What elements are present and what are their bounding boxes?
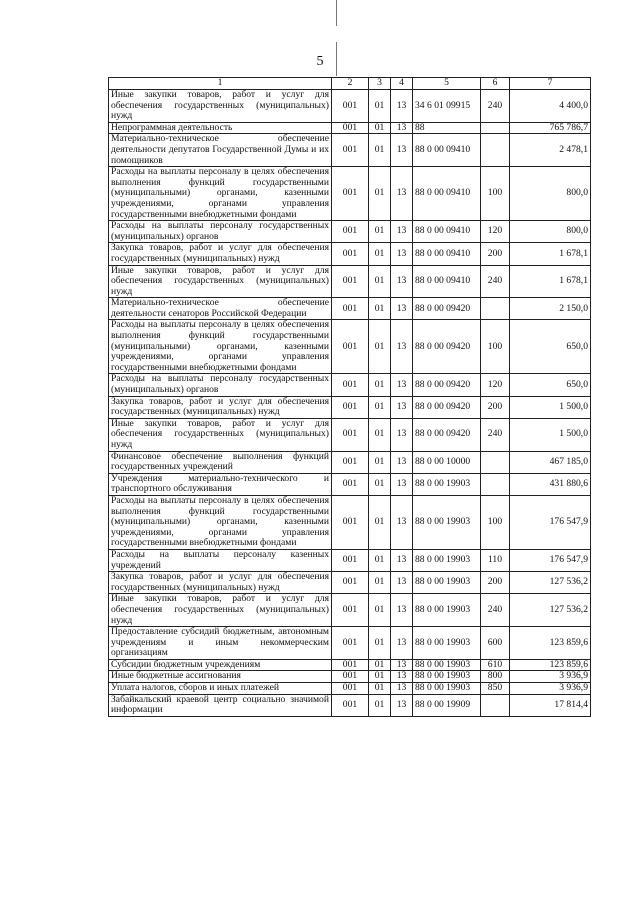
row-section: 01 xyxy=(369,265,391,298)
row-ved: 001 xyxy=(332,473,369,495)
budget-table xyxy=(108,77,591,717)
row-target-article: 34 6 01 09915 xyxy=(413,90,481,123)
row-name: Расходы на выплаты персоналу в целях обеспечения выполнения функций государственными (муниципальными) органами, казенными учреждениями, органами управления государственными внебюджетными фондами xyxy=(109,167,332,221)
row-name: Иные закупки товаров, работ и услуг для обеспечения государственных (муниципальных) нужд xyxy=(109,90,332,123)
row-subsection: 13 xyxy=(391,265,413,298)
row-target-article: 88 0 00 09410 xyxy=(413,243,481,265)
row-ved: 001 xyxy=(332,167,369,221)
row-amount: 2 478,1 xyxy=(510,134,591,167)
row-section: 01 xyxy=(369,694,391,716)
table-row xyxy=(109,167,591,221)
row-subsection: 13 xyxy=(391,298,413,320)
row-amount: 1 500,0 xyxy=(510,418,591,451)
row-section: 01 xyxy=(369,221,391,243)
table-row xyxy=(109,473,591,495)
row-ved: 001 xyxy=(332,549,369,571)
row-expense-type: 110 xyxy=(481,549,510,571)
row-name: Иные бюджетные ассигнования xyxy=(109,671,332,683)
row-expense-type xyxy=(481,298,510,320)
row-section: 01 xyxy=(369,572,391,594)
row-ved: 001 xyxy=(332,659,369,671)
table-row xyxy=(109,683,591,695)
row-ved: 001 xyxy=(332,572,369,594)
row-target-article: 88 0 00 19903 xyxy=(413,683,481,695)
row-section: 01 xyxy=(369,659,391,671)
row-name: Расходы на выплаты персоналу казенных учреждений xyxy=(109,549,332,571)
row-expense-type: 240 xyxy=(481,418,510,451)
scan-mark-top xyxy=(336,0,337,26)
row-section: 01 xyxy=(369,495,391,549)
row-name: Материально-техническое обеспечение деятельности сенаторов Российской Федерации xyxy=(109,298,332,320)
row-section: 01 xyxy=(369,396,391,418)
row-section: 01 xyxy=(369,671,391,683)
row-ved: 001 xyxy=(332,594,369,627)
row-section: 01 xyxy=(369,122,391,134)
header-col-1: 1 xyxy=(109,78,332,90)
row-ved: 001 xyxy=(332,134,369,167)
row-section: 01 xyxy=(369,243,391,265)
row-target-article: 88 0 00 19903 xyxy=(413,473,481,495)
row-name: Учреждения материально-технического и транспортного обслуживания xyxy=(109,473,332,495)
table-row xyxy=(109,671,591,683)
row-expense-type xyxy=(481,122,510,134)
row-expense-type: 610 xyxy=(481,659,510,671)
row-ved: 001 xyxy=(332,627,369,660)
row-target-article: 88 xyxy=(413,122,481,134)
table-row xyxy=(109,396,591,418)
table-row xyxy=(109,298,591,320)
row-amount: 127 536,2 xyxy=(510,572,591,594)
row-name: Субсидии бюджетным учреждениям xyxy=(109,659,332,671)
page-number: 5 xyxy=(316,54,324,69)
row-section: 01 xyxy=(369,320,391,374)
row-target-article: 88 0 00 19903 xyxy=(413,549,481,571)
row-ved: 001 xyxy=(332,221,369,243)
table-row xyxy=(109,659,591,671)
row-name: Иные закупки товаров, работ и услуг для обеспечения государственных (муниципальных) нужд xyxy=(109,265,332,298)
table-row xyxy=(109,320,591,374)
row-expense-type: 120 xyxy=(481,374,510,396)
row-amount: 800,0 xyxy=(510,221,591,243)
row-target-article: 88 0 00 09410 xyxy=(413,265,481,298)
row-expense-type: 200 xyxy=(481,396,510,418)
row-name: Предоставление субсидий бюджетным, автономным учреждениям и иным некоммерческим организациям xyxy=(109,627,332,660)
row-amount: 123 859,6 xyxy=(510,659,591,671)
row-name: Иные закупки товаров, работ и услуг для обеспечения государственных (муниципальных) нужд xyxy=(109,594,332,627)
row-ved: 001 xyxy=(332,298,369,320)
row-expense-type: 120 xyxy=(481,221,510,243)
row-section: 01 xyxy=(369,298,391,320)
row-section: 01 xyxy=(369,627,391,660)
row-expense-type xyxy=(481,134,510,167)
table-row xyxy=(109,122,591,134)
row-amount: 127 536,2 xyxy=(510,594,591,627)
table-row xyxy=(109,495,591,549)
table-row xyxy=(109,243,591,265)
row-expense-type: 240 xyxy=(481,594,510,627)
row-ved: 001 xyxy=(332,90,369,123)
table-body xyxy=(109,90,591,717)
row-name: Забайкальский краевой центр социально значимой информации xyxy=(109,694,332,716)
row-section: 01 xyxy=(369,451,391,473)
row-target-article: 88 0 00 09410 xyxy=(413,221,481,243)
row-target-article: 88 0 00 19903 xyxy=(413,627,481,660)
row-section: 01 xyxy=(369,90,391,123)
row-amount: 467 185,0 xyxy=(510,451,591,473)
table-row xyxy=(109,265,591,298)
table-row xyxy=(109,451,591,473)
row-name: Расходы на выплаты персоналу в целях обеспечения выполнения функций государственными (муниципальными) органами, казенными учреждениями, органами управления государственными внебюджетными фондами xyxy=(109,320,332,374)
table-row xyxy=(109,549,591,571)
header-col-7: 7 xyxy=(510,78,591,90)
row-ved: 001 xyxy=(332,451,369,473)
row-ved: 001 xyxy=(332,374,369,396)
row-subsection: 13 xyxy=(391,134,413,167)
row-amount: 1 678,1 xyxy=(510,243,591,265)
row-section: 01 xyxy=(369,594,391,627)
row-amount: 176 547,9 xyxy=(510,549,591,571)
row-expense-type: 100 xyxy=(481,320,510,374)
row-target-article: 88 0 00 09420 xyxy=(413,418,481,451)
row-section: 01 xyxy=(369,418,391,451)
row-amount: 3 936,9 xyxy=(510,683,591,695)
row-subsection: 13 xyxy=(391,694,413,716)
row-subsection: 13 xyxy=(391,659,413,671)
row-target-article: 88 0 00 19903 xyxy=(413,594,481,627)
row-expense-type: 850 xyxy=(481,683,510,695)
table-row xyxy=(109,221,591,243)
row-section: 01 xyxy=(369,549,391,571)
row-expense-type: 100 xyxy=(481,495,510,549)
row-amount: 2 150,0 xyxy=(510,298,591,320)
table-row xyxy=(109,374,591,396)
row-expense-type: 240 xyxy=(481,90,510,123)
row-expense-type xyxy=(481,694,510,716)
row-name: Иные закупки товаров, работ и услуг для обеспечения государственных (муниципальных) нужд xyxy=(109,418,332,451)
row-ved: 001 xyxy=(332,495,369,549)
row-subsection: 13 xyxy=(391,243,413,265)
row-amount: 17 814,4 xyxy=(510,694,591,716)
row-amount: 123 859,6 xyxy=(510,627,591,660)
row-subsection: 13 xyxy=(391,495,413,549)
table-row xyxy=(109,694,591,716)
row-expense-type xyxy=(481,473,510,495)
row-subsection: 13 xyxy=(391,418,413,451)
row-subsection: 13 xyxy=(391,572,413,594)
row-expense-type: 800 xyxy=(481,671,510,683)
row-ved: 001 xyxy=(332,122,369,134)
row-subsection: 13 xyxy=(391,627,413,660)
row-target-article: 88 0 00 19903 xyxy=(413,659,481,671)
row-target-article: 88 0 00 19903 xyxy=(413,671,481,683)
table-row xyxy=(109,627,591,660)
table-row xyxy=(109,134,591,167)
row-subsection: 13 xyxy=(391,90,413,123)
row-section: 01 xyxy=(369,683,391,695)
row-target-article: 88 0 00 09420 xyxy=(413,298,481,320)
row-amount: 431 880,6 xyxy=(510,473,591,495)
row-expense-type xyxy=(481,451,510,473)
row-expense-type: 240 xyxy=(481,265,510,298)
row-name: Материально-техническое обеспечение деятельности депутатов Государственной Думы и их помощников xyxy=(109,134,332,167)
row-amount: 1 678,1 xyxy=(510,265,591,298)
row-section: 01 xyxy=(369,167,391,221)
row-subsection: 13 xyxy=(391,396,413,418)
row-name: Расходы на выплаты персоналу государственных (муниципальных) органов xyxy=(109,374,332,396)
header-col-5: 5 xyxy=(413,78,481,90)
row-target-article: 88 0 00 09410 xyxy=(413,134,481,167)
table-header-row xyxy=(109,78,591,90)
row-amount: 650,0 xyxy=(510,320,591,374)
row-subsection: 13 xyxy=(391,221,413,243)
row-target-article: 88 0 00 09420 xyxy=(413,320,481,374)
row-target-article: 88 0 00 19909 xyxy=(413,694,481,716)
row-subsection: 13 xyxy=(391,451,413,473)
row-expense-type: 100 xyxy=(481,167,510,221)
row-target-article: 88 0 00 09420 xyxy=(413,396,481,418)
row-amount: 3 936,9 xyxy=(510,671,591,683)
row-target-article: 88 0 00 19903 xyxy=(413,572,481,594)
row-name: Закупка товаров, работ и услуг для обеспечения государственных (муниципальных) нужд xyxy=(109,243,332,265)
row-subsection: 13 xyxy=(391,671,413,683)
row-ved: 001 xyxy=(332,320,369,374)
row-amount: 1 500,0 xyxy=(510,396,591,418)
row-subsection: 13 xyxy=(391,549,413,571)
row-name: Закупка товаров, работ и услуг для обеспечения государственных (муниципальных) нужд xyxy=(109,396,332,418)
row-name: Непрограммная деятельность xyxy=(109,122,332,134)
row-ved: 001 xyxy=(332,243,369,265)
row-ved: 001 xyxy=(332,683,369,695)
row-subsection: 13 xyxy=(391,320,413,374)
row-ved: 001 xyxy=(332,671,369,683)
table-row xyxy=(109,418,591,451)
row-subsection: 13 xyxy=(391,594,413,627)
header-col-2: 2 xyxy=(332,78,369,90)
row-ved: 001 xyxy=(332,265,369,298)
row-subsection: 13 xyxy=(391,473,413,495)
row-target-article: 88 0 00 19903 xyxy=(413,495,481,549)
header-col-6: 6 xyxy=(481,78,510,90)
table-row xyxy=(109,572,591,594)
row-name: Расходы на выплаты персоналу государственных (муниципальных) органов xyxy=(109,221,332,243)
row-ved: 001 xyxy=(332,694,369,716)
row-amount: 800,0 xyxy=(510,167,591,221)
row-subsection: 13 xyxy=(391,374,413,396)
row-subsection: 13 xyxy=(391,167,413,221)
row-section: 01 xyxy=(369,473,391,495)
header-col-3: 3 xyxy=(369,78,391,90)
table-row xyxy=(109,594,591,627)
row-name: Закупка товаров, работ и услуг для обеспечения государственных (муниципальных) нужд xyxy=(109,572,332,594)
row-amount: 765 786,7 xyxy=(510,122,591,134)
table-row xyxy=(109,90,591,123)
row-ved: 001 xyxy=(332,396,369,418)
row-subsection: 13 xyxy=(391,122,413,134)
row-name: Расходы на выплаты персоналу в целях обеспечения выполнения функций государственными (муниципальными) органами, казенными учреждениями, органами управления государственными внебюджетными фондами xyxy=(109,495,332,549)
row-target-article: 88 0 00 09420 xyxy=(413,374,481,396)
row-section: 01 xyxy=(369,374,391,396)
row-ved: 001 xyxy=(332,418,369,451)
row-expense-type: 200 xyxy=(481,243,510,265)
row-amount: 4 400,0 xyxy=(510,90,591,123)
row-amount: 650,0 xyxy=(510,374,591,396)
row-subsection: 13 xyxy=(391,683,413,695)
row-name: Уплата налогов, сборов и иных платежей xyxy=(109,683,332,695)
row-name: Финансовое обеспечение выполнения функций государственных учреждений xyxy=(109,451,332,473)
row-expense-type: 200 xyxy=(481,572,510,594)
row-section: 01 xyxy=(369,134,391,167)
header-col-4: 4 xyxy=(391,78,413,90)
row-expense-type: 600 xyxy=(481,627,510,660)
row-target-article: 88 0 00 09410 xyxy=(413,167,481,221)
row-amount: 176 547,9 xyxy=(510,495,591,549)
row-target-article: 88 0 00 10000 xyxy=(413,451,481,473)
